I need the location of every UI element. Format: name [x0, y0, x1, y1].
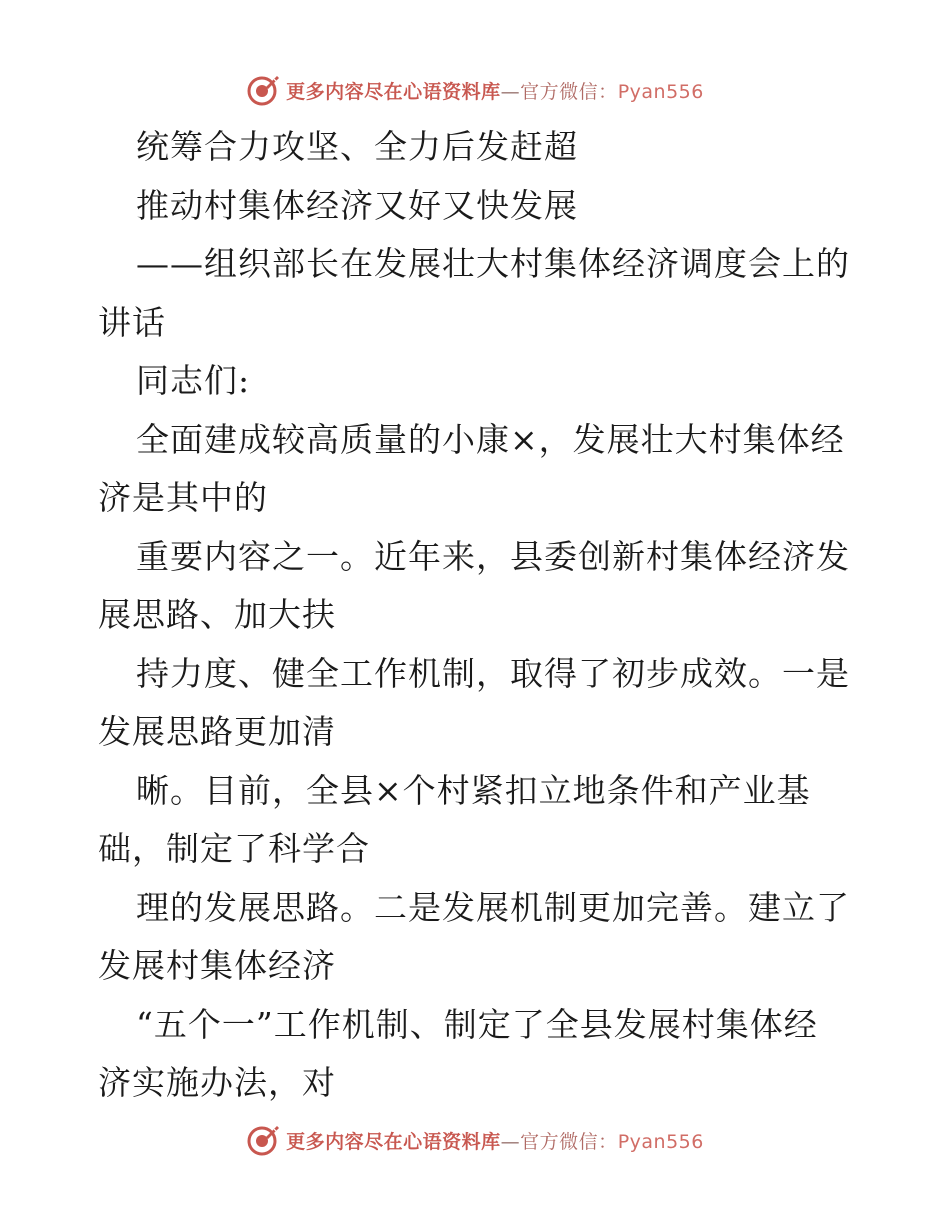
watermark-label: 官方微信： [520, 80, 618, 103]
document-line: 发展思路更加清 [98, 712, 336, 751]
document-line: 统筹合力攻坚、全力后发赶超 [136, 127, 578, 166]
document-line: 持力度、健全工作机制，取得了初步成效。一是 [136, 653, 850, 693]
document-line: 同志们: [136, 361, 251, 400]
document-line: 全面建成较高质量的小康×，发展壮大村集体经 [136, 419, 845, 459]
watermark-text [286, 77, 704, 104]
document-body [98, 118, 858, 1113]
document-line: ——组织部长在发展壮大村集体经济调度会上的 [136, 244, 850, 283]
quill-logo-icon [246, 1123, 280, 1157]
watermark-text [286, 1127, 704, 1154]
watermark-id: Pyan556 [617, 80, 704, 103]
watermark-label: 官方微信： [520, 1130, 618, 1153]
watermark-site: 更多内容尽在心语资料库 [286, 80, 501, 103]
watermark-separator: — [500, 80, 521, 103]
watermark-header [0, 70, 950, 110]
watermark-id: Pyan556 [617, 1130, 704, 1153]
watermark-site: 更多内容尽在心语资料库 [286, 1130, 501, 1153]
document-line: 重要内容之一。近年来，县委创新村集体经济发 [136, 536, 850, 576]
watermark-separator: — [500, 1130, 521, 1153]
quill-logo-icon [246, 73, 280, 107]
document-line: 础，制定了科学合 [98, 829, 370, 868]
document-line: 济实施办法，对 [98, 1063, 336, 1102]
document-line: 理的发展思路。二是发展机制更加完善。建立了 [136, 887, 850, 927]
document-line: 讲话 [98, 302, 166, 342]
document-line: 济是其中的 [98, 478, 268, 517]
document-line: 展思路、加大扶 [98, 595, 336, 634]
document-line: 晰。目前，全县×个村紧扣立地条件和产业基 [136, 770, 811, 810]
document-line: “五个一”工作机制、制定了全县发展村集体经 [136, 1004, 818, 1044]
watermark-footer [0, 1120, 950, 1160]
document-line: 推动村集体经济又好又快发展 [136, 185, 578, 225]
document-line: 发展村集体经济 [98, 946, 336, 985]
